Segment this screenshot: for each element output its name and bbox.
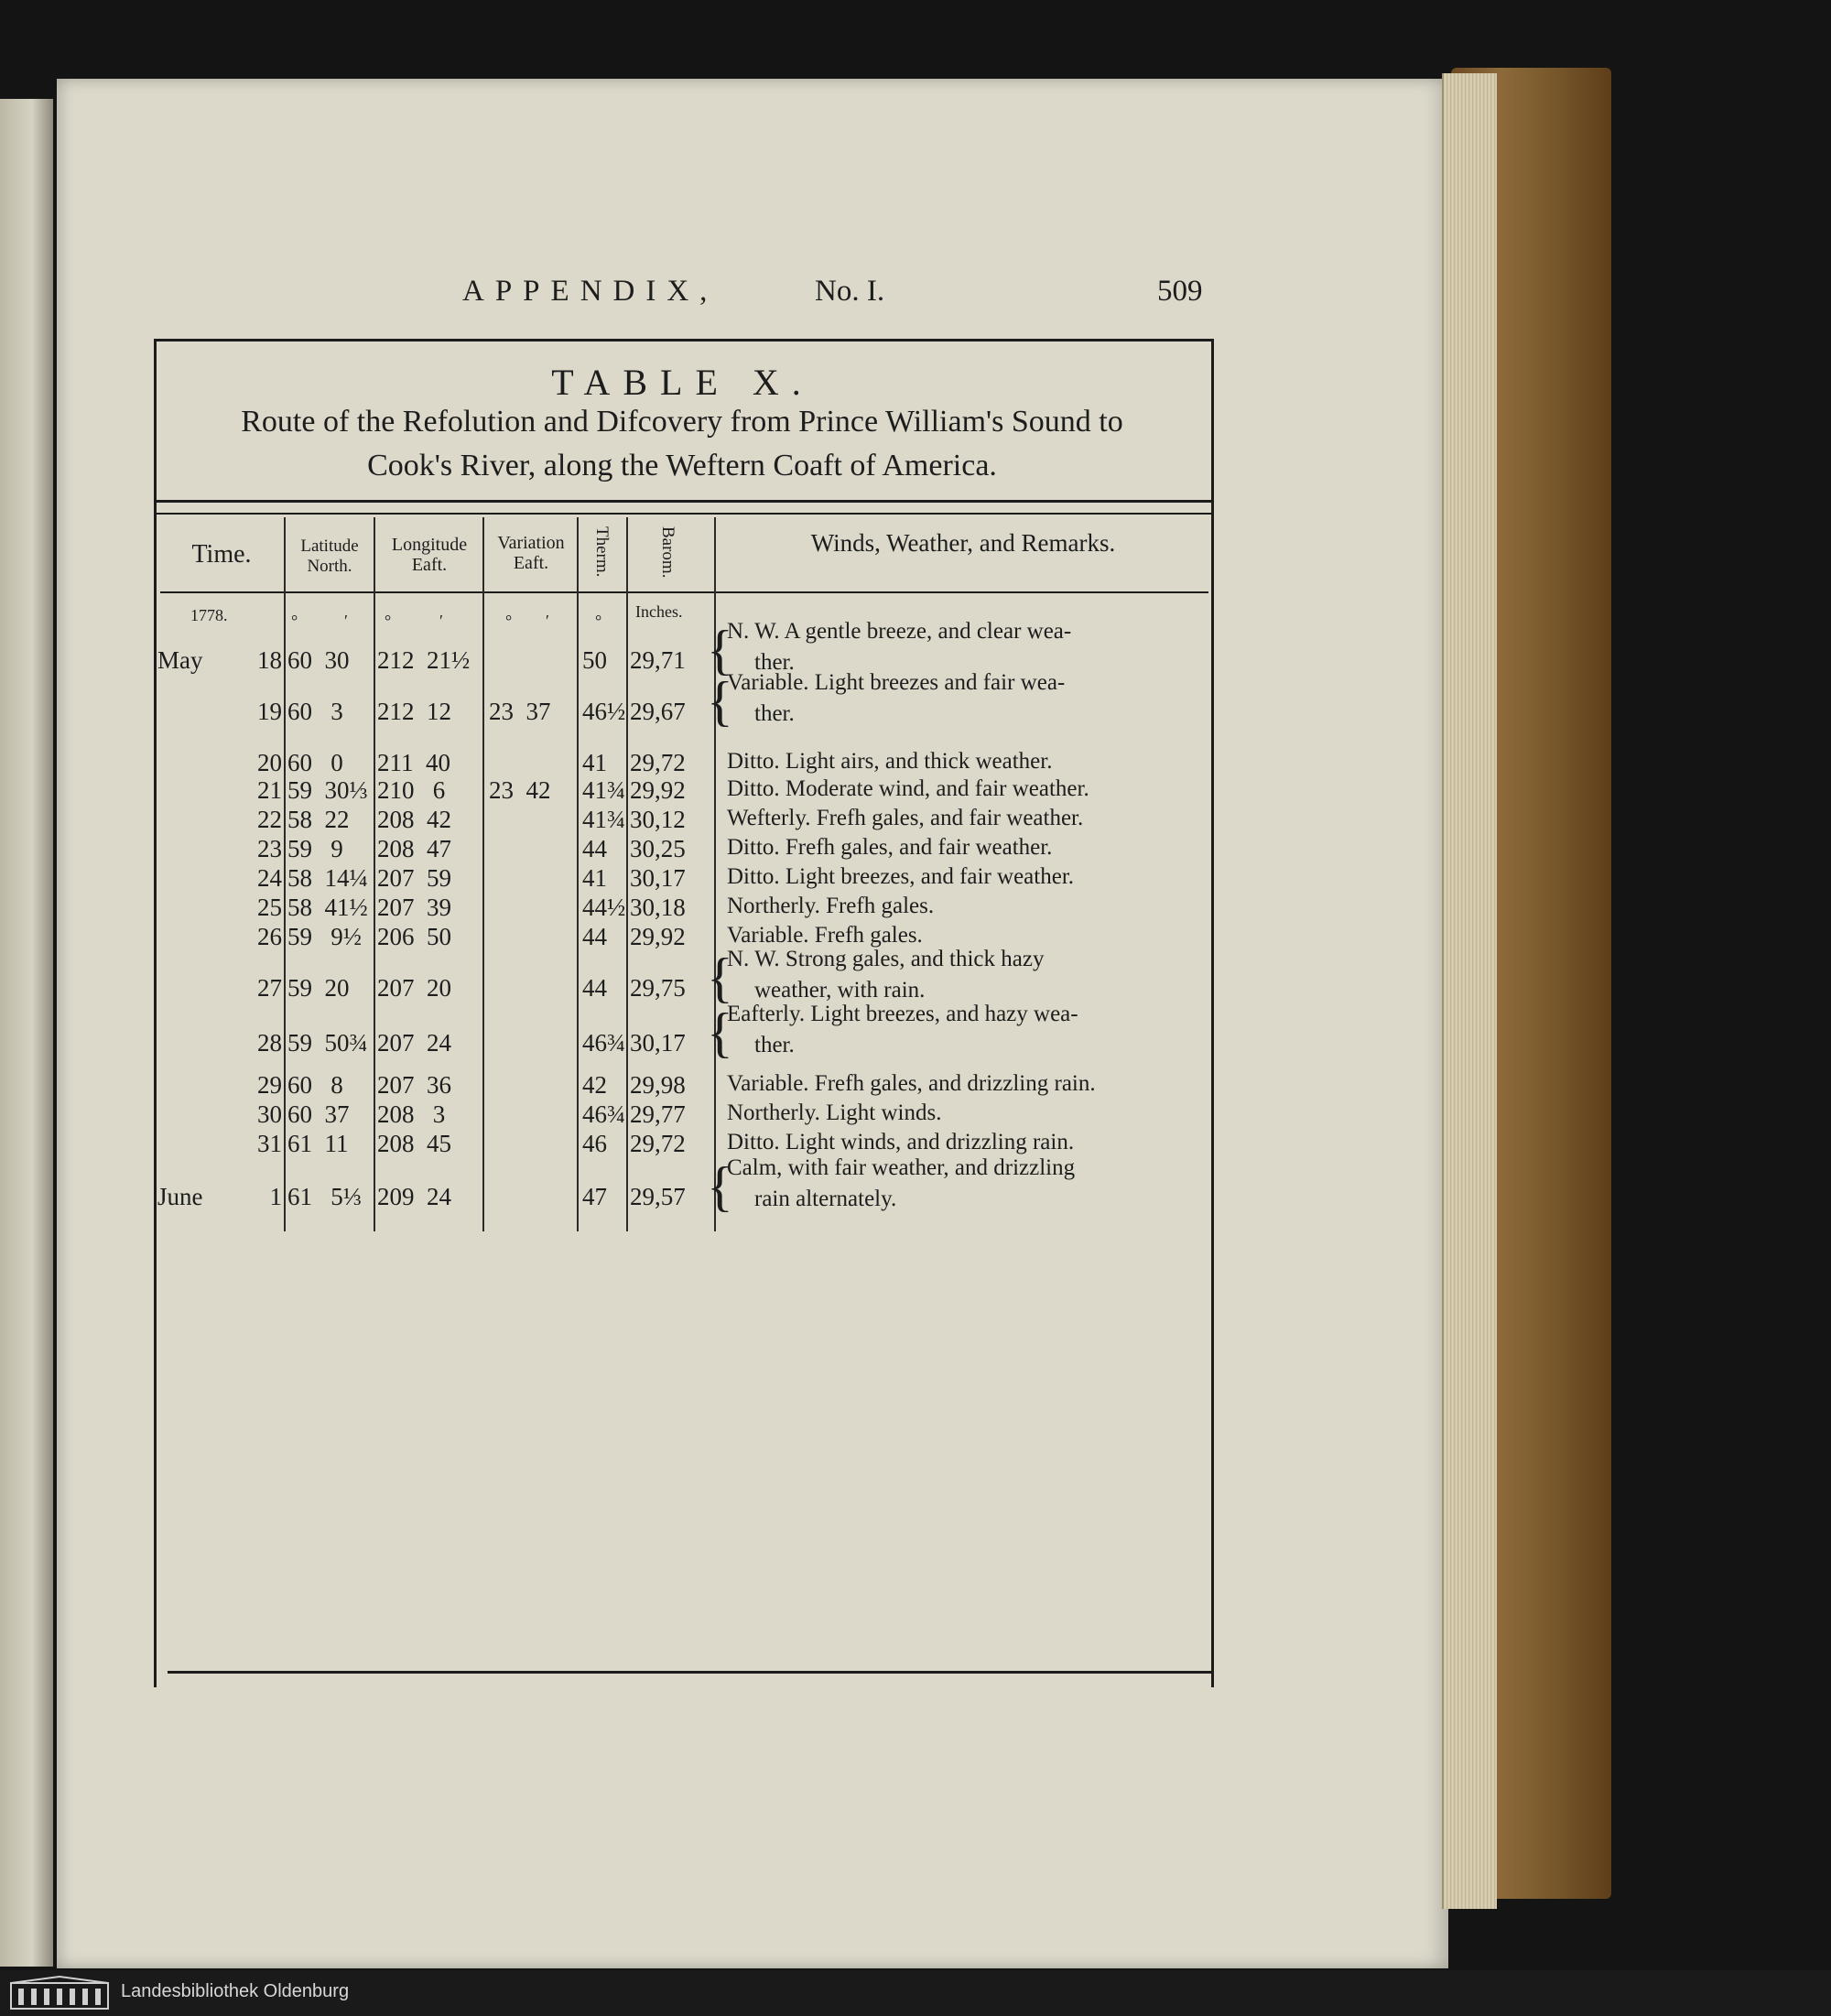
unit-lat-deg: ° [291, 612, 298, 630]
row-longitude: 208 47 [377, 835, 451, 862]
header-latitude: Latitude North. [300, 537, 359, 576]
row-day: 1 [269, 1183, 282, 1210]
col-divider-lon [482, 517, 484, 1231]
row-thermometer: 47 [582, 1183, 607, 1210]
header-winds-remarks: Winds, Weather, and Remarks. [810, 529, 1116, 557]
row-thermometer: 44 [582, 974, 607, 1002]
row-latitude: 58 22 [287, 806, 350, 833]
library-logo-icon [9, 1976, 110, 2011]
col-divider-therm [626, 517, 628, 1231]
header-time: Time. [191, 540, 252, 569]
row-thermometer: 41 [582, 864, 607, 892]
row-day: 26 [257, 923, 282, 950]
row-latitude: 60 3 [287, 698, 343, 725]
row-barometer: 29,75 [630, 974, 686, 1002]
unit-lat-min: ′ [344, 612, 348, 630]
row-month: May [157, 646, 203, 674]
row-remark: Variable. Frefh gales, and drizzling rain. [727, 1071, 1096, 1096]
row-longitude: 207 36 [377, 1071, 451, 1099]
row-latitude: 58 14¼ [287, 864, 368, 892]
row-latitude: 60 8 [287, 1071, 343, 1099]
running-head-number: No. I. [815, 275, 885, 308]
row-remark-brace: { [707, 948, 733, 1008]
row-day: 19 [257, 698, 282, 725]
row-latitude: 60 37 [287, 1100, 350, 1128]
unit-year: 1778. [190, 606, 228, 624]
row-remark: Ditto. Light breezes, and fair weather. [727, 864, 1075, 889]
header-variation: Variation Eaft. [497, 533, 565, 573]
row-remark: Northerly. Light winds. [727, 1100, 942, 1125]
row-longitude: 211 40 [377, 749, 450, 776]
row-remark-line1: Eafterly. Light breezes, and hazy wea- [727, 1002, 1078, 1026]
row-remark-line2: weather, with rain. [754, 978, 926, 1003]
row-thermometer: 46¾ [582, 1100, 626, 1128]
row-thermometer: 41¾ [582, 776, 626, 804]
header-top-rule [154, 513, 1211, 515]
row-day: 18 [257, 646, 282, 674]
row-thermometer: 44 [582, 835, 607, 862]
row-day: 28 [257, 1029, 282, 1057]
row-thermometer: 46 [582, 1130, 607, 1157]
row-longitude: 212 12 [377, 698, 451, 725]
row-longitude: 208 45 [377, 1130, 451, 1157]
row-variation: 23 37 [489, 698, 551, 725]
row-day: 31 [257, 1130, 282, 1157]
row-barometer: 29,71 [630, 646, 686, 674]
row-thermometer: 50 [582, 646, 607, 674]
row-barometer: 30,17 [630, 1029, 686, 1057]
unit-var-deg: ° [505, 612, 513, 630]
row-day: 29 [257, 1071, 282, 1099]
row-thermometer: 41 [582, 749, 607, 776]
col-divider-time [284, 517, 286, 1231]
row-remark-line1: Calm, with fair weather, and drizzling [727, 1155, 1076, 1180]
row-day: 30 [257, 1100, 282, 1128]
table-title: TABLE X. [551, 362, 814, 403]
row-thermometer: 44 [582, 923, 607, 950]
row-longitude: 207 24 [377, 1029, 451, 1057]
header-barometer: Barom. [658, 526, 677, 579]
row-latitude: 60 0 [287, 749, 343, 776]
row-remark-line1: N. W. Strong gales, and thick hazy [727, 947, 1045, 971]
unit-var-min: ′ [546, 612, 549, 630]
row-day: 27 [257, 974, 282, 1002]
row-barometer: 30,18 [630, 894, 686, 921]
row-longitude: 208 42 [377, 806, 451, 833]
table-subtitle-line2: Cook's River, along the Weftern Coaft of America. [367, 449, 997, 482]
row-barometer: 30,25 [630, 835, 686, 862]
row-thermometer: 46½ [582, 698, 626, 725]
row-remark-brace: { [707, 620, 733, 680]
row-barometer: 30,12 [630, 806, 686, 833]
row-remark-brace: { [707, 1156, 733, 1217]
row-remark-line1: N. W. A gentle breeze, and clear wea- [727, 619, 1072, 644]
row-day: 22 [257, 806, 282, 833]
row-barometer: 29,92 [630, 776, 686, 804]
unit-barom: Inches. [635, 602, 683, 621]
title-rule [154, 500, 1211, 503]
row-latitude: 61 11 [287, 1130, 349, 1157]
row-barometer: 29,98 [630, 1071, 686, 1099]
row-latitude: 59 9½ [287, 923, 362, 950]
row-barometer: 29,57 [630, 1183, 686, 1210]
row-day: 20 [257, 749, 282, 776]
header-thermometer: Therm. [592, 526, 612, 578]
row-latitude: 59 30⅓ [287, 776, 368, 804]
header-longitude: Longitude Eaft. [391, 535, 468, 575]
row-remark: Ditto. Light airs, and thick weather. [727, 749, 1053, 774]
row-barometer: 29,67 [630, 698, 686, 725]
row-longitude: 206 50 [377, 923, 451, 950]
table-subtitle-line1: Route of the Refolution and Difcovery from Prince William's Sound to [241, 405, 1123, 439]
row-month: June [157, 1183, 203, 1210]
row-remark-line2: rain alternately. [754, 1187, 897, 1211]
header-bottom-rule [160, 591, 1208, 593]
running-head-appendix: APPENDIX, [462, 275, 719, 308]
row-day: 24 [257, 864, 282, 892]
row-remark-line2: ther. [754, 1033, 795, 1057]
row-thermometer: 44½ [582, 894, 626, 921]
unit-lon-min: ′ [439, 612, 443, 630]
library-name: Landesbibliothek Oldenburg [121, 1981, 350, 2001]
row-thermometer: 46¾ [582, 1029, 626, 1057]
row-barometer: 29,72 [630, 749, 686, 776]
row-longitude: 208 3 [377, 1100, 446, 1128]
row-day: 21 [257, 776, 282, 804]
col-divider-lat [374, 517, 375, 1231]
row-thermometer: 42 [582, 1071, 607, 1099]
row-remark: Ditto. Frefh gales, and fair weather. [727, 835, 1053, 860]
row-day: 25 [257, 894, 282, 921]
row-longitude: 209 24 [377, 1183, 451, 1210]
row-remark-line1: Variable. Light breezes and fair wea- [727, 670, 1066, 695]
row-latitude: 60 30 [287, 646, 350, 674]
facing-page-edge [0, 99, 53, 1967]
row-remark-line2: ther. [754, 650, 795, 675]
row-barometer: 30,17 [630, 864, 686, 892]
row-remark-line2: ther. [754, 701, 795, 726]
row-remark: Northerly. Frefh gales. [727, 894, 935, 918]
row-latitude: 59 9 [287, 835, 343, 862]
row-variation: 23 42 [489, 776, 551, 804]
row-thermometer: 41¾ [582, 806, 626, 833]
row-remark: Wefterly. Frefh gales, and fair weather. [727, 806, 1084, 830]
row-longitude: 210 6 [377, 776, 446, 804]
unit-therm: ° [595, 612, 602, 630]
row-barometer: 29,92 [630, 923, 686, 950]
unit-lon-deg: ° [385, 612, 392, 630]
page-number: 509 [1157, 275, 1203, 308]
row-remark: Ditto. Moderate wind, and fair weather. [727, 776, 1089, 801]
col-divider-var [577, 517, 579, 1231]
row-latitude: 61 5⅓ [287, 1183, 362, 1210]
row-remark: Ditto. Light winds, and drizzling rain. [727, 1130, 1075, 1154]
row-barometer: 29,77 [630, 1100, 686, 1128]
row-latitude: 59 20 [287, 974, 350, 1002]
row-day: 23 [257, 835, 282, 862]
table-bottom-rule [168, 1671, 1211, 1674]
row-longitude: 207 20 [377, 974, 451, 1002]
row-latitude: 58 41½ [287, 894, 368, 921]
row-remark-brace: { [707, 671, 733, 732]
row-longitude: 207 59 [377, 864, 451, 892]
row-longitude: 207 39 [377, 894, 451, 921]
row-barometer: 29,72 [630, 1130, 686, 1157]
row-remark: Variable. Frefh gales. [727, 923, 923, 948]
row-latitude: 59 50¾ [287, 1029, 368, 1057]
row-longitude: 212 21½ [377, 646, 471, 674]
row-remark-brace: { [707, 1003, 733, 1063]
page-edges [1442, 73, 1497, 1909]
